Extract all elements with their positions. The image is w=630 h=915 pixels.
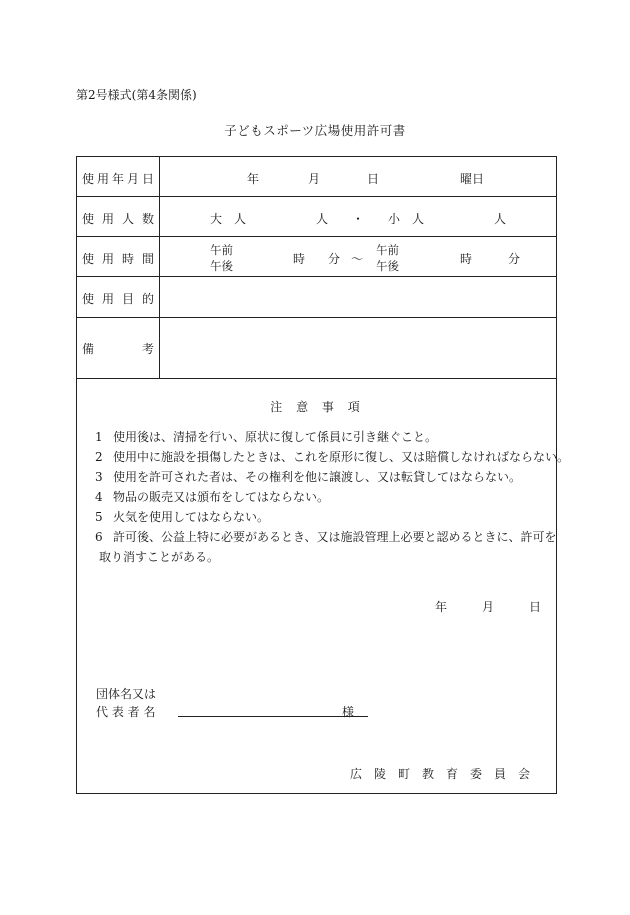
adult-unit: 人 xyxy=(316,212,329,226)
note-item-continuation: 取り消すことがある。 xyxy=(99,550,220,564)
start-hour-unit: 時 xyxy=(293,252,306,266)
label-people-count: 使 用 人 数 xyxy=(82,212,154,226)
label-usage-date: 使 用 年 月 日 xyxy=(82,172,154,186)
date-year-unit: 年 xyxy=(247,172,260,186)
row-divider xyxy=(76,317,557,318)
child-label: 小 人 xyxy=(388,212,425,226)
end-minute-unit: 分 xyxy=(508,252,521,266)
note-item: 6 許可後、公益上特に必要があるとき、又は施設管理上必要と認めるときに、許可を xyxy=(95,530,557,544)
signature-label-line2: 代 表 者 名 xyxy=(96,705,156,719)
signature-label-line1: 団体名又は xyxy=(96,687,157,701)
start-ampm: 午前 午後 xyxy=(210,243,233,273)
issue-year-unit: 年 xyxy=(435,600,448,614)
child-unit: 人 xyxy=(494,212,507,226)
signature-line xyxy=(178,716,368,717)
date-weekday-unit: 曜日 xyxy=(460,172,485,186)
note-item: 1 使用後は、清掃を行い、原状に復して係員に引き継ぐこと。 xyxy=(95,430,438,444)
adult-label: 大 人 xyxy=(210,212,247,226)
form-code: 第2号様式(第4条関係) xyxy=(76,88,197,102)
time-range-tilde: ～ xyxy=(351,252,364,266)
label-usage-time: 使 用 時 間 xyxy=(82,252,154,266)
row-divider xyxy=(76,276,557,277)
issue-month-unit: 月 xyxy=(482,600,495,614)
note-item: 2 使用中に施設を損傷したときは、これを原形に復し、又は賠償しなければならない。 xyxy=(95,450,570,464)
issue-day-unit: 日 xyxy=(529,600,542,614)
label-remarks: 備 考 xyxy=(82,342,154,356)
end-hour-unit: 時 xyxy=(460,252,473,266)
issuer-name: 広 陵 町 教 育 委 員 会 xyxy=(350,767,531,781)
label-usage-purpose: 使 用 目 的 xyxy=(82,292,154,306)
note-item: 3 使用を許可された者は、その権利を他に譲渡し、又は転貸してはならない。 xyxy=(95,470,522,484)
document-title: 子どもスポーツ広場使用許可書 xyxy=(224,123,406,138)
date-month-unit: 月 xyxy=(308,172,321,186)
honorific-sama: 様 xyxy=(342,705,355,719)
notes-title: 注 意 事 項 xyxy=(270,400,360,414)
row-divider xyxy=(76,378,557,379)
start-minute-unit: 分 xyxy=(328,252,341,266)
people-separator: ・ xyxy=(352,212,365,226)
row-divider xyxy=(76,236,557,237)
row-divider xyxy=(76,196,557,197)
date-day-unit: 日 xyxy=(367,172,380,186)
note-item: 4 物品の販売又は頒布をしてはならない。 xyxy=(95,490,330,504)
end-ampm: 午前 午後 xyxy=(376,243,399,273)
column-divider xyxy=(159,156,160,378)
note-item: 5 火気を使用してはならない。 xyxy=(95,510,270,524)
